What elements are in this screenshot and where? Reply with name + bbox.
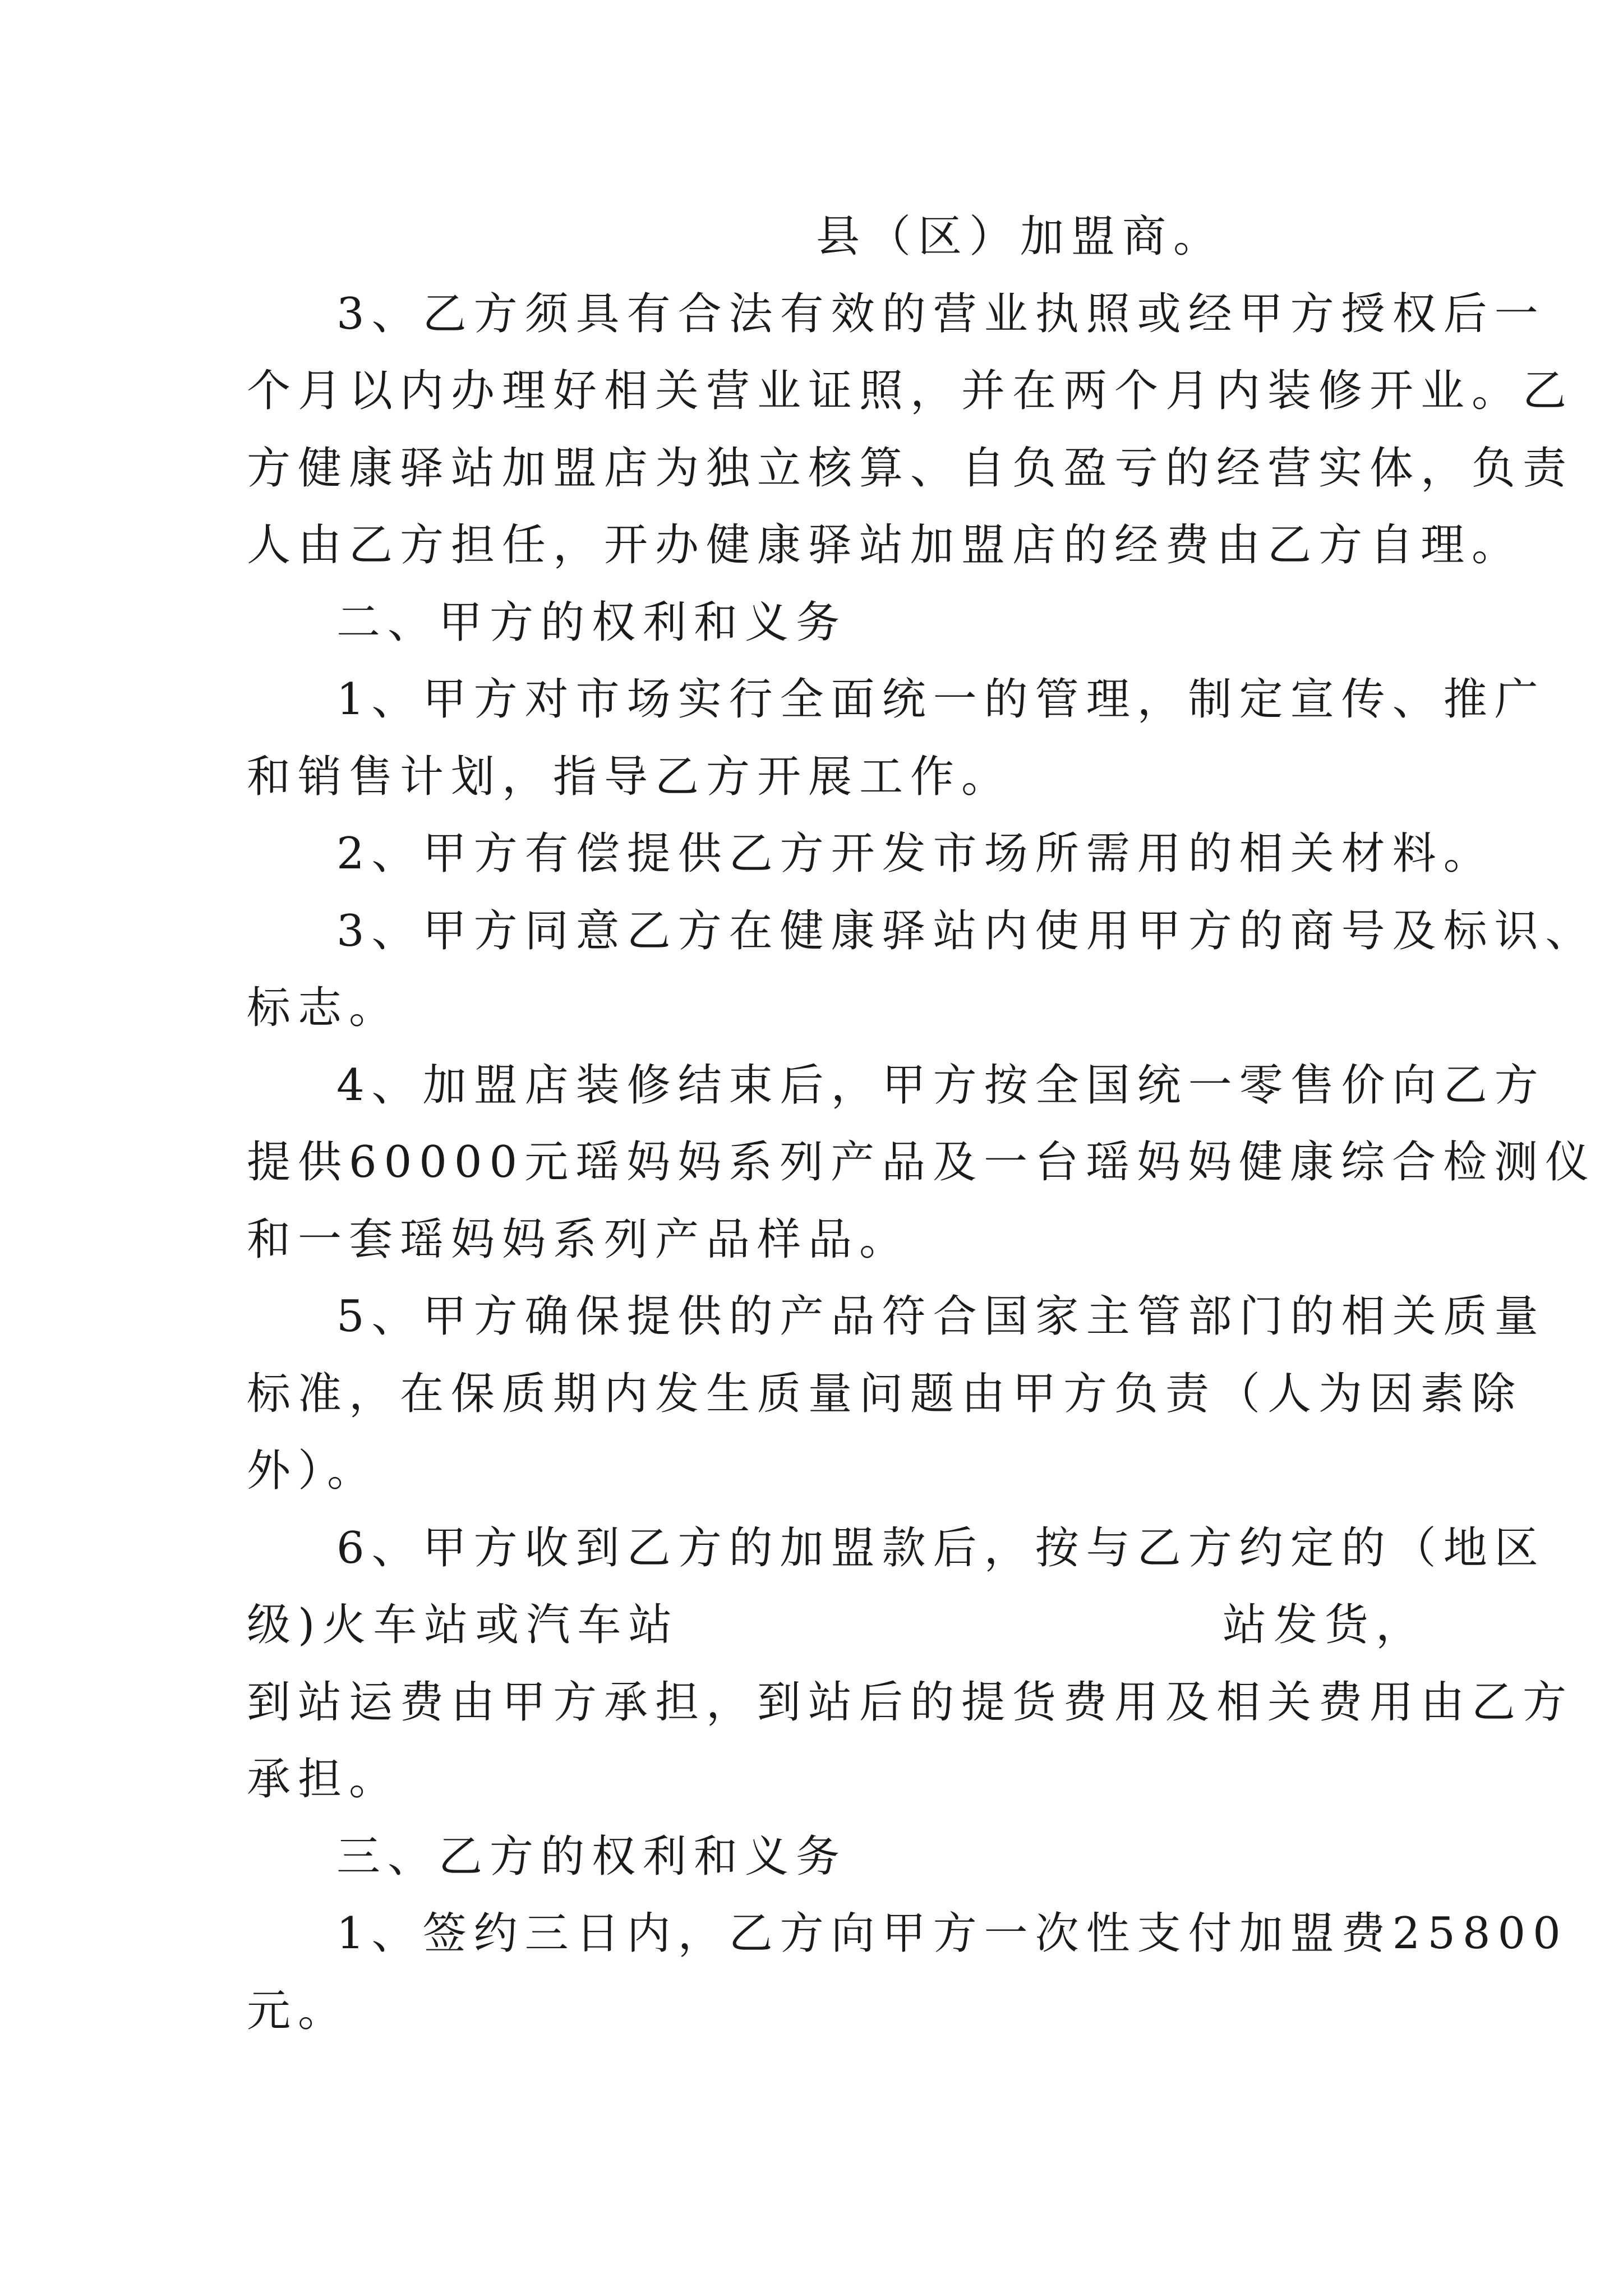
text-line-clause-1-3-d: 人由乙方担任，开办健康驿站加盟店的经费由乙方自理。: [247, 520, 1523, 570]
text-line-clause-2-1-a: 1、甲方对市场实行全面统一的管理，制定宣传、推广: [336, 674, 1546, 725]
text-line-clause-2-5-b: 标准，在保质期内发生质量问题由甲方负责（人为因素除: [247, 1369, 1523, 1419]
text-line-clause-2-2: 2、甲方有偿提供乙方开发市场所需用的相关材料。: [336, 829, 1495, 879]
text-line-clause-2-1-b: 和销售计划，指导乙方开展工作。: [247, 752, 1013, 802]
text-line-clause-3-1-b: 元。: [247, 1986, 349, 2036]
text-line-clause-2-6-c: 到站运费由甲方承担，到站后的提货费用及相关费用由乙方: [247, 1677, 1574, 1728]
text-line-clause-2-5-c: 外）。: [247, 1446, 379, 1496]
text-line-clause-3-1-a: 1、签约三日内，乙方向甲方一次性支付加盟费25800: [336, 1908, 1568, 1959]
text-line-clause-2-5-a: 5、甲方确保提供的产品符合国家主管部门的相关质量: [336, 1291, 1546, 1342]
text-line-clause-2-6-a: 6、甲方收到乙方的加盟款后，按与乙方约定的（地区: [336, 1523, 1546, 1573]
text-line-clause-1-3-c: 方健康驿站加盟店为独立核算、自负盈亏的经营实体，负责: [247, 443, 1574, 494]
text-line-clause-2-6-b: 级)火车站或汽车站: [247, 1600, 680, 1650]
text-line-clause-2-6-d: 承担。: [247, 1754, 400, 1805]
text-line-clause-2-4-a: 4、加盟店装修结束后，甲方按全国统一零售价向乙方: [336, 1060, 1546, 1111]
text-line-clause-2-3-a: 3、甲方同意乙方在健康驿站内使用甲方的商号及标识、: [336, 906, 1597, 956]
text-line-clause-1-3-a: 3、乙方须具有合法有效的营业执照或经甲方授权后一: [336, 289, 1546, 339]
text-line-clause-2-6-b-end: 站发货，: [1223, 1600, 1427, 1650]
text-line-clause-2-3-b: 标志。: [247, 983, 400, 1033]
section-heading-party-b: 三、乙方的权利和义务: [336, 1832, 847, 1882]
section-heading-party-a: 二、甲方的权利和义务: [336, 597, 847, 648]
text-line-clause-2-4-c: 和一套瑶妈妈系列产品样品。: [247, 1214, 911, 1265]
text-line-clause-2-4-b: 提供60000元瑶妈妈系列产品及一台瑶妈妈健康综合检测仪: [247, 1137, 1597, 1188]
text-line-county-franchisee: 县（区）加盟商。: [816, 211, 1225, 262]
text-line-clause-1-3-b: 个月以内办理好相关营业证照，并在两个月内装修开业。乙: [247, 366, 1574, 416]
